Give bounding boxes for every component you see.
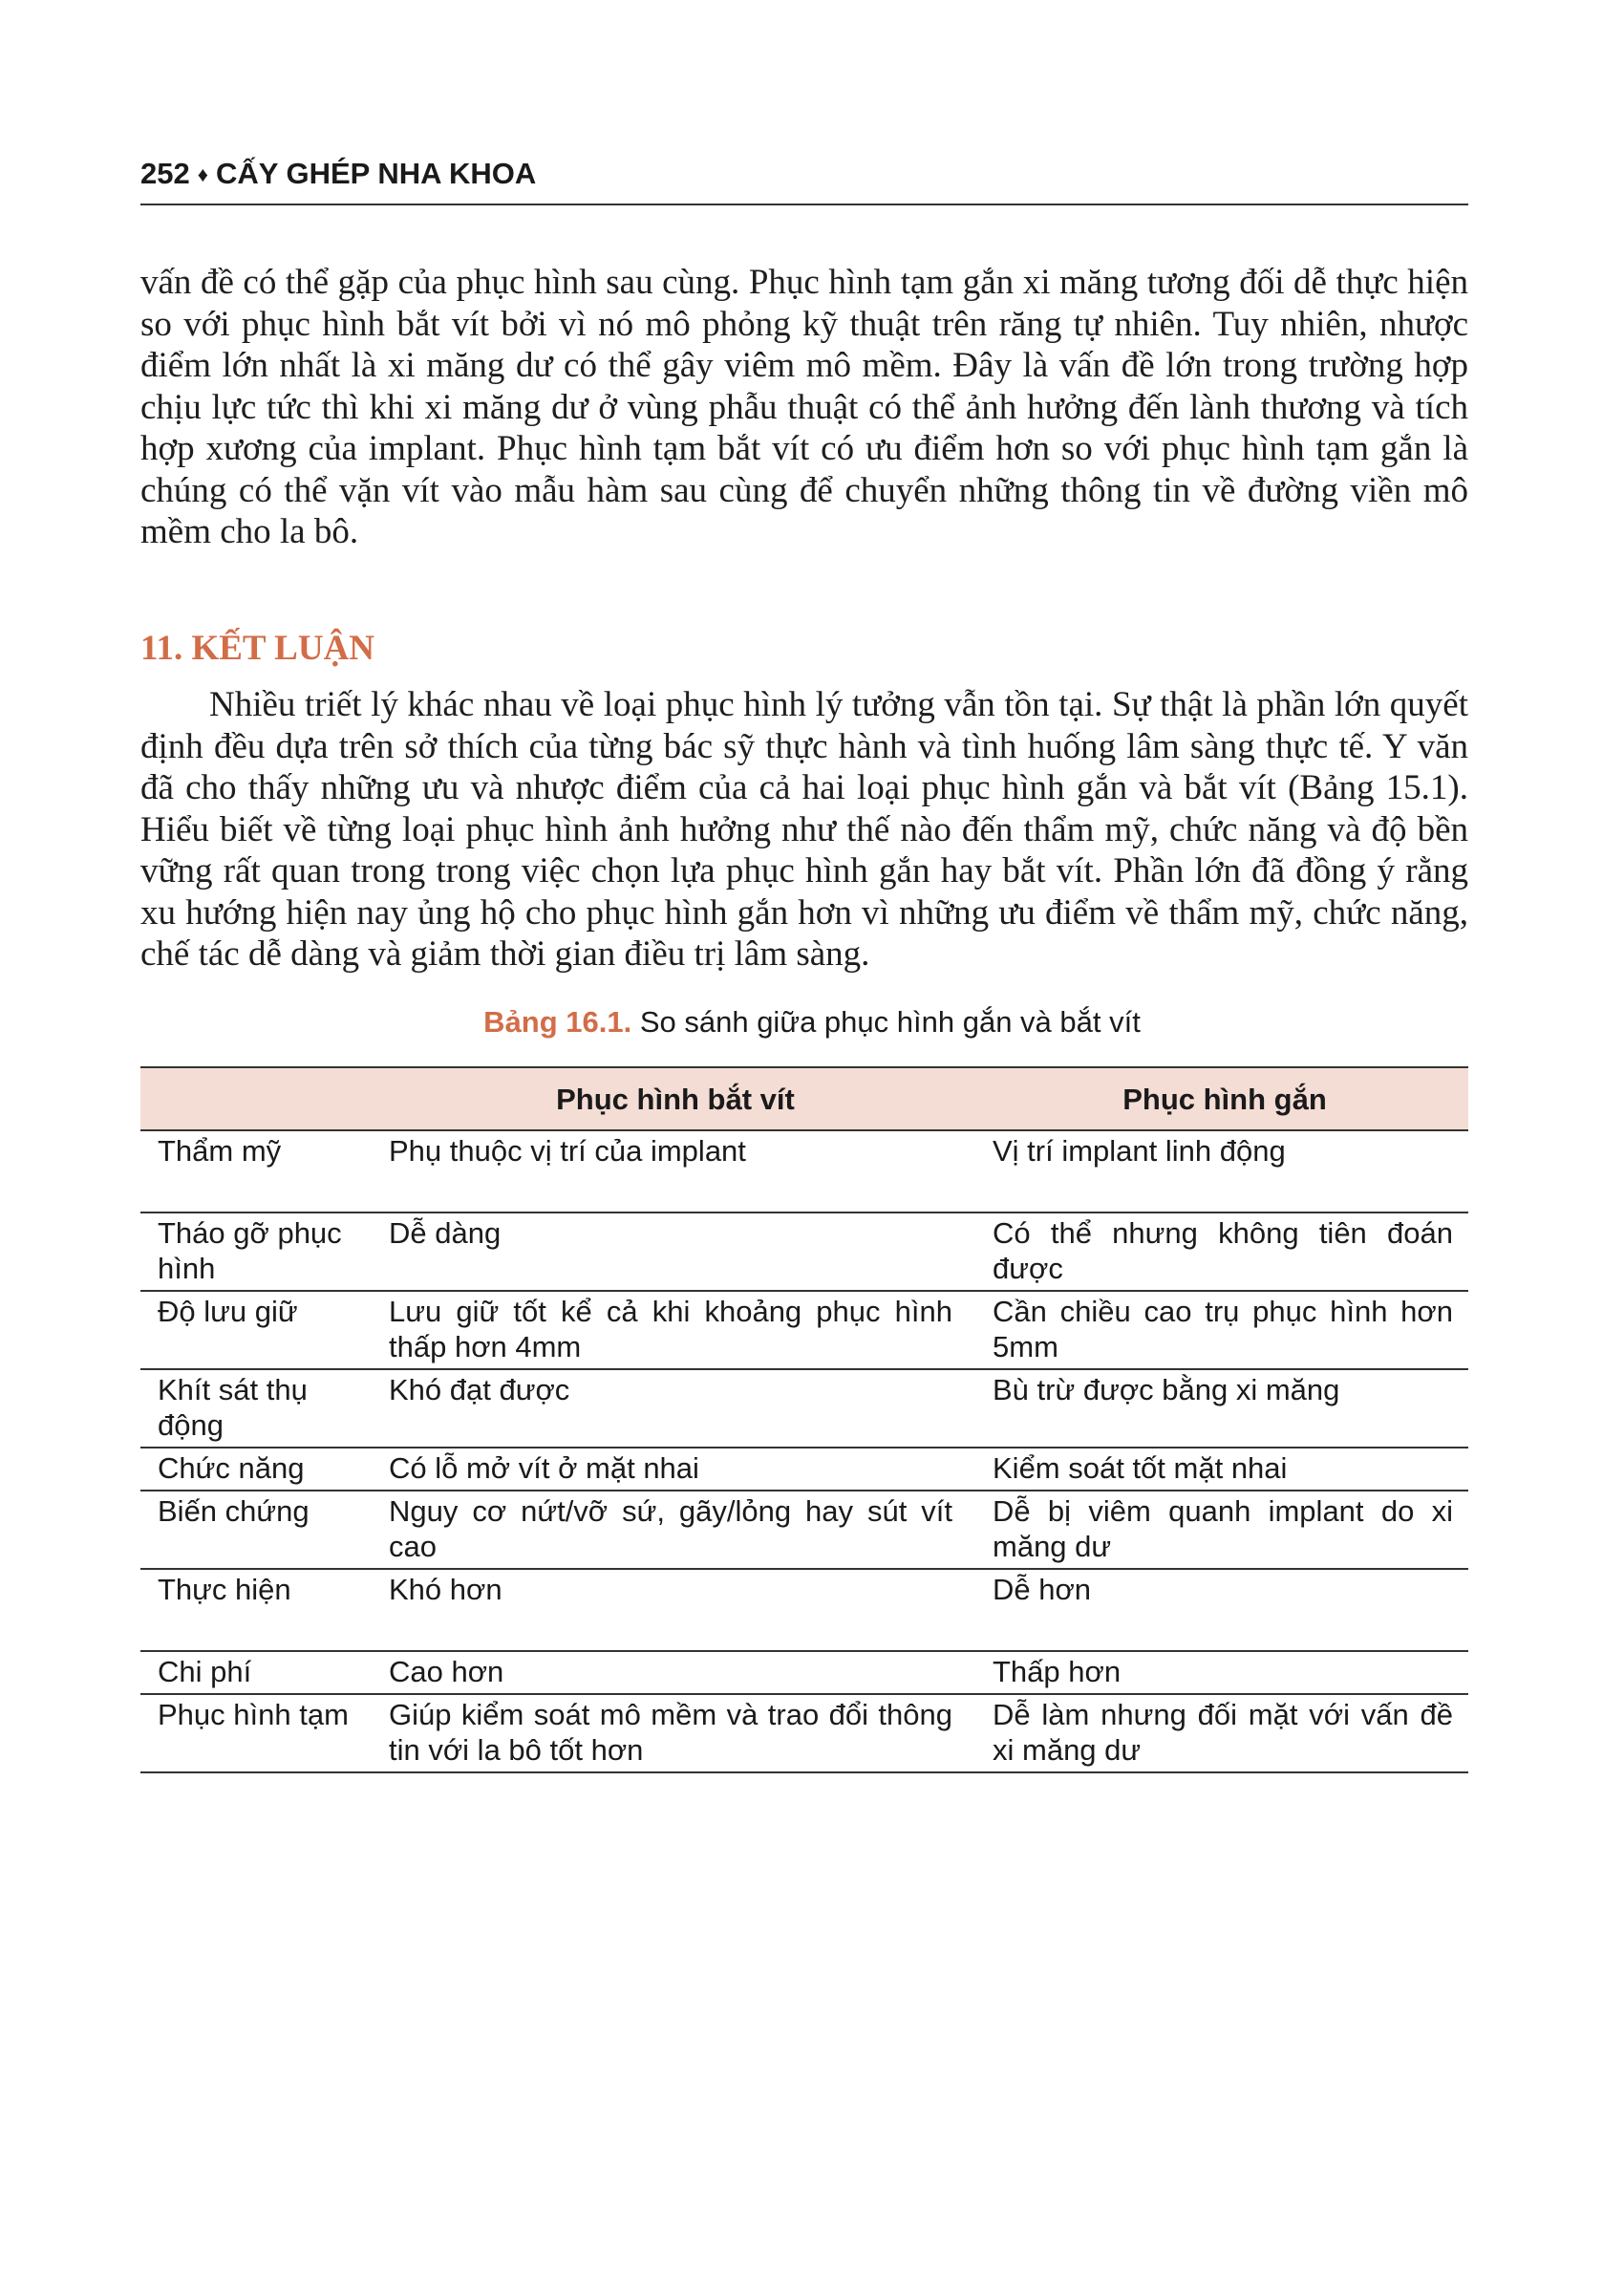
body-paragraph: vấn đề có thể gặp của phục hình sau cùng. Phục hình tạm gắn xi măng tương đối dễ thực hiện so với phục hình bắt vít bởi vì nó mô phỏng kỹ thuật trên răng tự nhiên. Tuy nhiên, nhược điểm lớn nhất là xi măng dư có thể gây viêm mô mềm. Đây là vấn đề lớn trong trường hợp chịu lực tức thì khi xi măng dư ở vùng phẫu thuật có thể ảnh hưởng đến lành thương và tích hợp xương của implant. Phục hình tạm bắt vít có ưu điểm hơn so với phục hình tạm gắn là chúng có thể vặn vít vào mẫu hàm sau cùng để chuyển những thông tin về đường viền mô mềm cho la bô.	[140, 263, 1468, 551]
screw-cell: Giúp kiểm soát mô mềm và trao đổi thông tin với la bô tốt hơn	[370, 1694, 981, 1772]
cement-cell: Cần chiều cao trụ phục hình hơn 5mm	[981, 1291, 1468, 1369]
comparison-table	[140, 1066, 1468, 1773]
table-row	[140, 1369, 1468, 1448]
running-header	[140, 153, 1468, 196]
table-row	[140, 1130, 1468, 1212]
header-cell-cement-retained: Phục hình gắn	[981, 1067, 1468, 1130]
row-label: Phục hình tạm	[140, 1694, 370, 1772]
cement-cell: Dễ bị viêm quanh implant do xi măng dư	[981, 1491, 1468, 1569]
screw-cell: Có lỗ mở vít ở mặt nhai	[370, 1448, 981, 1491]
table-caption-text: So sánh giữa phục hình gắn và bắt vít	[639, 1005, 1141, 1039]
cement-cell: Dễ hơn	[981, 1569, 1468, 1651]
table-caption	[0, 1005, 1624, 1040]
cement-cell: Bù trừ được bằng xi măng	[981, 1369, 1468, 1448]
diamond-separator-icon: ♦	[197, 162, 208, 186]
row-label: Thẩm mỹ	[140, 1130, 370, 1212]
row-label: Chức năng	[140, 1448, 370, 1491]
cement-cell: Có thể nhưng không tiên đoán được	[981, 1212, 1468, 1291]
row-label: Tháo gỡ phục hình	[140, 1212, 370, 1291]
conclusion-paragraph: Nhiều triết lý khác nhau về loại phục hình lý tưởng vẫn tồn tại. Sự thật là phần lớn quyết định đều dựa trên sở thích của từng bác sỹ thực hành và tình huống lâm sàng thực tế. Y văn đã cho thấy những ưu và nhược điểm của cả hai loại phục hình gắn và bắt vít (Bảng 15.1). Hiểu biết về từng loại phục hình ảnh hưởng như thế nào đến thẩm mỹ, chức năng và độ bền vững rất quan trong trong việc chọn lựa phục hình gắn hay bắt vít. Phần lớn đã đồng ý rằng xu hướng hiện nay ủng hộ cho phục hình gắn hơn vì những ưu điểm về thẩm mỹ, chức năng, chế tác dễ dàng và giảm thời gian điều trị lâm sàng.	[140, 685, 1468, 974]
screw-cell: Phụ thuộc vị trí của implant	[370, 1130, 981, 1212]
table-row	[140, 1569, 1468, 1651]
table-row	[140, 1491, 1468, 1569]
table-header-row	[140, 1067, 1468, 1130]
header-cell-blank	[140, 1067, 370, 1130]
cement-cell: Kiểm soát tốt mặt nhai	[981, 1448, 1468, 1491]
row-label: Thực hiện	[140, 1569, 370, 1651]
header-cell-screw-retained: Phục hình bắt vít	[370, 1067, 981, 1130]
book-title: CẤY GHÉP NHA KHOA	[215, 157, 537, 190]
table-row	[140, 1448, 1468, 1491]
cement-cell: Vị trí implant linh động	[981, 1130, 1468, 1212]
page-number: 252	[140, 157, 190, 190]
table-row	[140, 1212, 1468, 1291]
screw-cell: Nguy cơ nứt/vỡ sứ, gãy/lỏng hay sút vít cao	[370, 1491, 981, 1569]
row-label: Chi phí	[140, 1651, 370, 1694]
screw-cell: Cao hơn	[370, 1651, 981, 1694]
header-rule	[140, 204, 1468, 205]
cement-cell: Thấp hơn	[981, 1651, 1468, 1694]
screw-cell: Khó đạt được	[370, 1369, 981, 1448]
screw-cell: Khó hơn	[370, 1569, 981, 1651]
row-label: Biến chứng	[140, 1491, 370, 1569]
screw-cell: Lưu giữ tốt kể cả khi khoảng phục hình thấp hơn 4mm	[370, 1291, 981, 1369]
screw-cell: Dễ dàng	[370, 1212, 981, 1291]
cement-cell: Dễ làm nhưng đối mặt với vấn đề xi măng dư	[981, 1694, 1468, 1772]
table-row	[140, 1694, 1468, 1772]
section-title: 11. KẾT LUẬN	[140, 629, 375, 668]
row-label: Độ lưu giữ	[140, 1291, 370, 1369]
table-row	[140, 1651, 1468, 1694]
table-caption-label: Bảng 16.1.	[483, 1005, 632, 1039]
table-row	[140, 1291, 1468, 1369]
row-label: Khít sát thụ động	[140, 1369, 370, 1448]
